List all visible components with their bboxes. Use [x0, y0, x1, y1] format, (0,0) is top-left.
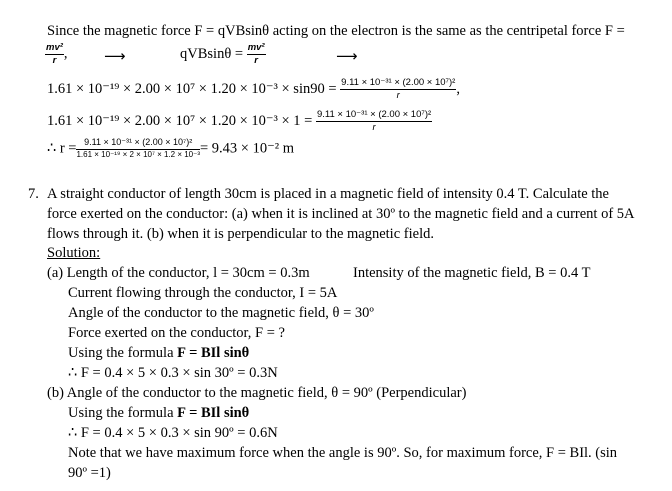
intro-line: Since the magnetic force F = qVBsinθ acting on the electron is the same as the centripetal force F =: [47, 23, 625, 39]
fraction-denominator: r: [396, 89, 400, 101]
equation-lhs: qVBsinθ =: [180, 45, 247, 62]
comma: ,: [63, 45, 68, 62]
intro-fraction-row: [45, 43, 68, 65]
solution-a-field: Intensity of the magnetic field, B = 0.4 T: [353, 265, 591, 281]
calc-line-1: [47, 78, 460, 100]
equation-fraction: [247, 43, 266, 65]
equation-row: [180, 43, 266, 65]
formula: F = BIl sinθ: [177, 405, 250, 421]
fraction-numerator: 9.11 × 10⁻³¹ × (2.00 × 10⁷)²: [316, 109, 432, 120]
solution-b-formula-row: [68, 406, 249, 421]
solution-b-result: ∴ F = 0.4 × 5 × 0.3 × sin 90º = 0.6N: [68, 425, 278, 441]
calc-line-3: [47, 138, 294, 159]
solution-a-angle: Angle of the conductor to the magnetic field, θ = 30º: [68, 305, 374, 321]
calc-line-2: [47, 110, 432, 132]
solution-heading: Solution:: [47, 245, 101, 261]
solution-a-formula-row: [68, 346, 249, 361]
formula-label: Using the formula: [68, 405, 178, 421]
calc-line-3-fraction: [76, 138, 200, 159]
question-line-1: A straight conductor of length 30cm is placed in a magnetic field of intensity 0.4 T. Calculate the: [47, 186, 609, 202]
fraction-denominator: r: [52, 54, 57, 66]
arrow-icon: ⟶: [104, 47, 126, 65]
question-number: 7.: [28, 186, 39, 202]
solution-a-current: Current flowing through the conductor, I = 5A: [68, 285, 338, 301]
calc-line-3-result: = 9.43 × 10⁻² m: [200, 140, 295, 157]
solution-b-note-2: 90º =1): [68, 465, 111, 481]
arrow-icon: ⟶: [336, 47, 358, 65]
solution-b-angle: (b) Angle of the conductor to the magnetic field, θ = 90º (Perpendicular): [47, 385, 467, 401]
calc-line-1-fraction: [340, 78, 456, 100]
fraction-numerator: 9.11 × 10⁻³¹ × (2.00 × 10⁷)²: [76, 138, 200, 150]
fraction-numerator: mv²: [247, 42, 265, 53]
calc-line-2-text: 1.61 × 10⁻¹⁹ × 2.00 × 10⁷ × 1.20 × 10⁻³ × 1 =: [47, 112, 316, 129]
formula-label: Using the formula: [68, 345, 178, 361]
centripetal-fraction: [45, 43, 64, 65]
calc-line-2-fraction: [316, 110, 432, 132]
fraction-denominator: 1.61 × 10⁻¹⁹ × 2 × 10⁷ × 1.2 × 10⁻³: [76, 150, 200, 159]
solution-a-force: Force exerted on the conductor, F = ?: [68, 325, 285, 341]
calc-line-1-text: 1.61 × 10⁻¹⁹ × 2.00 × 10⁷ × 1.20 × 10⁻³ × sin90 =: [47, 80, 341, 97]
fraction-denominator: r: [372, 121, 376, 133]
calc-line-1-tail: ,: [456, 80, 460, 97]
fraction-numerator: 9.11 × 10⁻³¹ × (2.00 × 10⁷)²: [341, 77, 456, 88]
calc-line-3-lhs: ∴ r =: [47, 140, 77, 157]
fraction-denominator: r: [254, 54, 258, 66]
formula: F = BIl sinθ: [177, 345, 250, 361]
solution-a-length: (a) Length of the conductor, l = 30cm = 0.3m: [47, 265, 310, 281]
question-line-3: flows through it. (b) when it is perpendicular to the magnetic field.: [47, 226, 434, 242]
solution-b-note-1: Note that we have maximum force when the angle is 90º. So, for maximum force, F = BIl. (sin: [68, 445, 618, 461]
question-line-2: force exerted on the conductor: (a) when it is inclined at 30º to the magnetic field and a current of 5A: [47, 206, 635, 222]
fraction-numerator: mv²: [46, 42, 63, 53]
solution-a-result: ∴ F = 0.4 × 5 × 0.3 × sin 30º = 0.3N: [68, 365, 278, 381]
